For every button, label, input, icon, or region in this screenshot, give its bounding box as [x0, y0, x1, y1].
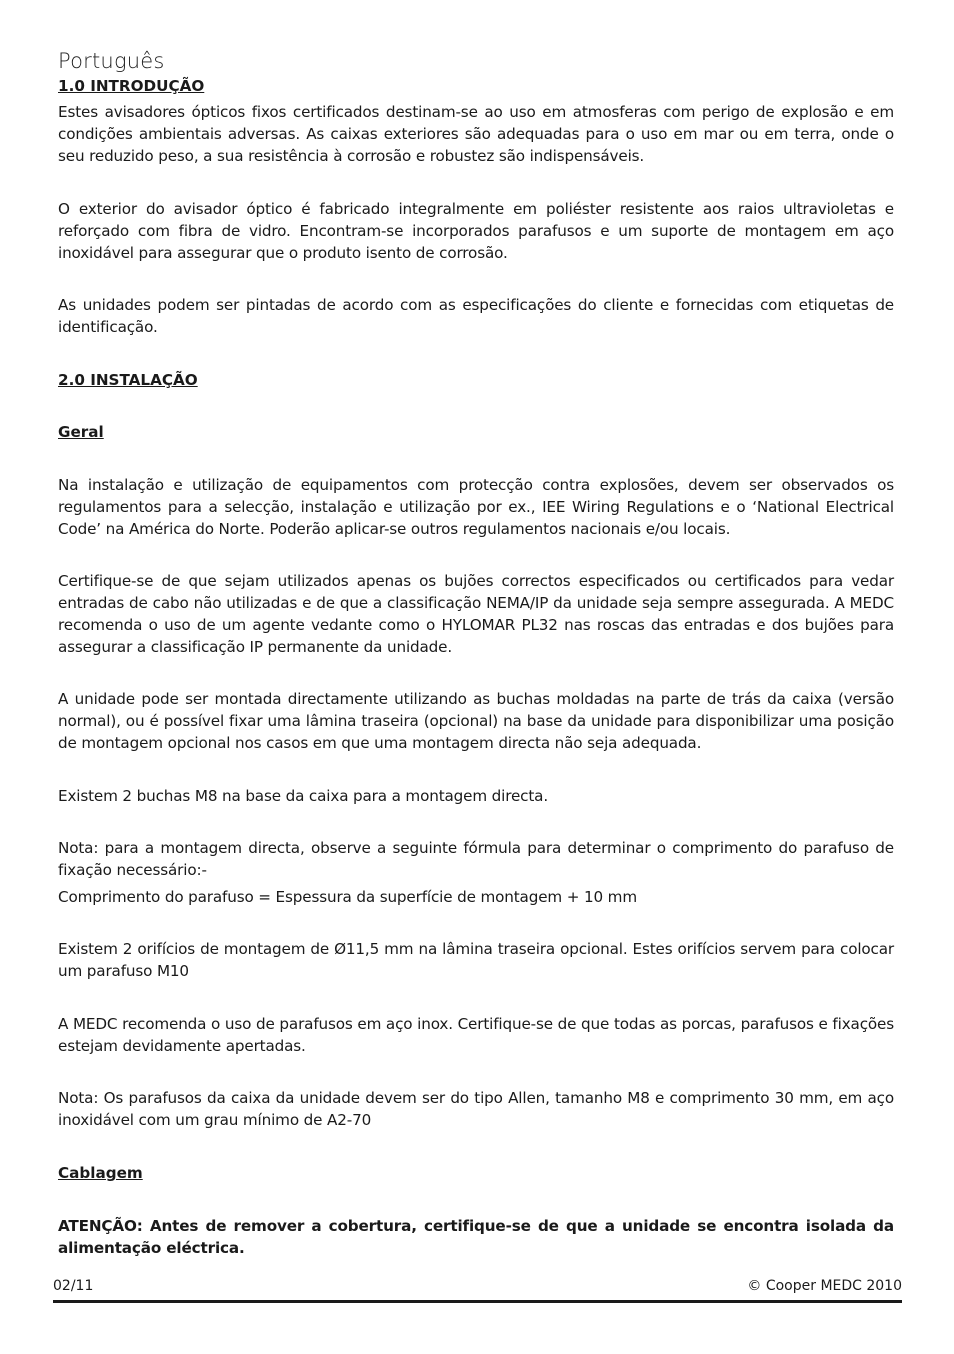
intro-paragraph-2: O exterior do avisador óptico é fabricado integralmente em poliéster resistente aos raios ultravioletas e reforçado com fibra de vidro. Encontram-se incorporados parafusos e um suporte de montagem em aço inoxidável para assegurar que o produto isento de corrosão. [58, 200, 894, 262]
installation-paragraph-5: Existem 2 orifícios de montagem de Ø11,5 mm na lâmina traseira opcional. Estes orifícios servem para colocar um parafuso M10 [58, 940, 894, 980]
intro-paragraph-3: As unidades podem ser pintadas de acordo com as especificações do cliente e fornecidas com etiquetas de identificação. [58, 296, 894, 336]
section-2-heading: 2.0 INSTALAÇÃO [58, 371, 198, 389]
installation-paragraph-3: A unidade pode ser montada directamente utilizando as buchas moldadas na parte de trás da caixa (versão normal), ou é possível fixar uma lâmina traseira (opcional) na base da unidade para disponibilizar uma posição de montagem opcional nos casos em que uma montagem directa não seja adequada. [58, 690, 894, 752]
warning-paragraph: ATENÇÃO: Antes de remover a cobertura, certifique-se de que a unidade se encontra isolada da alimentação eléctrica. [58, 1217, 894, 1257]
installation-paragraph-1: Na instalação e utilização de equipamentos com protecção contra explosões, devem ser observados os regulamentos para a selecção, instalação e utilização por ex., IEE Wiring Regulations e o ‘National Electrical Code’ na América do Norte. Poderão aplicar-se outros regulamentos nacionais e/ou locais. [58, 476, 894, 538]
installation-note-1: Nota: para a montagem directa, observe a seguinte fórmula para determinar o comprimento do parafuso de fixação necessário:- [58, 839, 894, 879]
installation-paragraph-4: Existem 2 buchas M8 na base da caixa para a montagem directa. [58, 787, 549, 805]
footer-copyright: © Cooper MEDC 2010 [747, 1278, 902, 1294]
footer-date: 02/11 [53, 1278, 94, 1294]
language-label: Português [58, 49, 165, 73]
installation-note-2: Nota: Os parafusos da caixa da unidade devem ser do tipo Allen, tamanho M8 e comprimento 30 mm, em aço inoxidável com um grau mínimo de A2-70 [58, 1089, 894, 1129]
section-1-heading: 1.0 INTRODUÇÃO [58, 77, 205, 95]
installation-paragraph-2: Certifique-se de que sejam utilizados apenas os bujões correctos especificados ou certificados para vedar entradas de cabo não utilizadas e de que a classificação NEMA/IP da unidade seja sempre assegurada. A MEDC recomenda o uso de um agente vedante como o HYLOMAR PL32 nas roscas das entradas e dos bujões para assegurar a classificação IP permanente da unidade. [58, 572, 894, 656]
general-subheading: Geral [58, 423, 104, 441]
intro-paragraph-1: Estes avisadores ópticos fixos certificados destinam-se ao uso em atmosferas com perigo de explosão e em condições ambientais adversas. As caixas exteriores são adequadas para o uso em mar ou em terra, onde o seu reduzido peso, a sua resistência à corrosão e robustez são indispensáveis. [58, 103, 894, 165]
footer-divider [53, 1300, 902, 1303]
page-header [58, 48, 894, 74]
bolt-length-formula: Comprimento do parafuso = Espessura da superfície de montagem + 10 mm [58, 888, 637, 906]
wiring-subheading: Cablagem [58, 1164, 143, 1182]
page-footer [53, 1278, 902, 1294]
installation-paragraph-6: A MEDC recomenda o uso de parafusos em aço inox. Certifique-se de que todas as porcas, parafusos e fixações estejam devidamente apertadas. [58, 1015, 894, 1055]
